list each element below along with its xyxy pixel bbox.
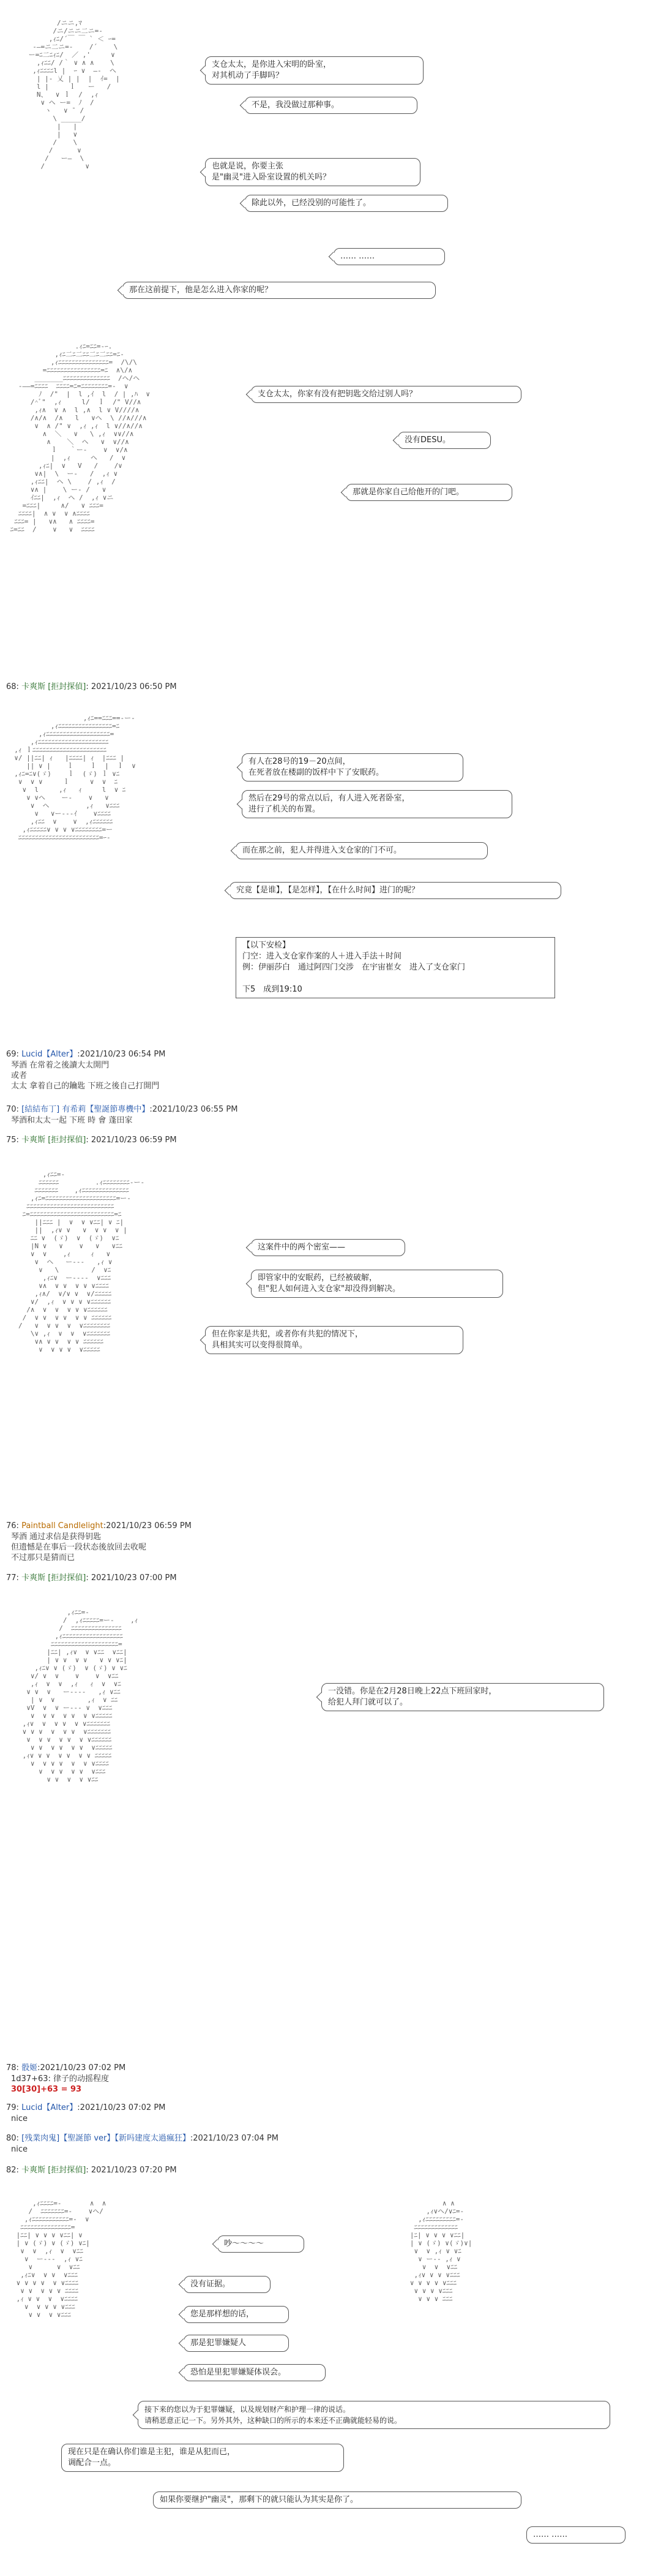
poster-name[interactable]: [残業肉鬼] <box>21 2134 60 2143</box>
poster-tag: [拒封探偵] <box>48 1135 86 1145</box>
post-header: 76: Paintball Candlelight:2021/10/23 06:59 PM <box>6 1521 192 1531</box>
post-body-line: 琴酒和太太一起 下班 時 會 蓬田家 <box>11 1116 133 1125</box>
post-number[interactable]: 70 <box>6 1105 17 1114</box>
speech-bubble: …… …… <box>526 2526 626 2544</box>
speech-bubble: …… …… <box>334 248 445 265</box>
post-76 <box>6 1521 655 1563</box>
post-68 <box>6 682 655 693</box>
post-date: 2021/10/23 07:20 PM <box>91 2166 177 2175</box>
poster-name[interactable]: Lucid <box>21 1050 43 1059</box>
ascii-art-figure-right: ∧ ∧ ,ｨ∨ヘ/∨ﾆ=- ,ｨﾆﾆﾆﾆﾆﾆﾆﾆﾆ=- ﾆﾆﾆﾆﾆﾆﾆﾆﾆﾆﾆﾆﾆ |ﾆ| ∨ ∨ ∨ ∨ﾆﾆ| | ∨ (ゞ) ∨(ゞ)∨| ∨ ∨ ,ｨ ∨ ∨ﾆ ∨ ー‐‐ ,ｨ ∨ ∨ ∨ ∨ﾆﾆ ,ｨ∨ ∨ ∨ ∨ﾆﾆﾆ ∨ ∨ ∨ ∨ ∨ﾆﾆﾆ ∨ ∨ ∨ ∨ﾆﾆﾆ ∨ ∨ ∨ ﾆﾆﾆ <box>409 2199 472 2303</box>
post-body-line: 或者 <box>11 1071 28 1080</box>
post-body-line: nice <box>11 2145 28 2154</box>
ascii-art-figure-left: ,ｨﾆﾆﾆﾆ=- ∧ ∧ / ﾆﾆﾆﾆﾆﾆﾆ=- ∨ヘ/ ,ｨﾆﾆﾆﾆﾆﾆﾆﾆﾆﾆﾆ=- ∨ ﾆﾆﾆﾆﾆﾆﾆﾆﾆﾆﾆﾆﾆﾆﾆ= |ﾆﾆ| ∨ ∨ ∨ ∨ﾆﾆ| ∨ | ∨ (ゞ) ∨ (ゞ) ∨ﾆ| ∨ ∨ ,ｨ ∨ ∨ﾆﾆ ∨ ー‐‐‐ ,ｨ ∨ﾆ ∨ ∨ ∨ﾆﾆ ,ｨﾆ∨ ∨ ∨ ∨ﾆﾆﾆ ∨ ∨ ∨ ∨ ∨ ∨ﾆﾆﾆﾆ ∨ ∨ ∨ ∨ ∨ ﾆﾆﾆﾆ ,ｨ ∨ ∨ ∨ ∨ﾆﾆﾆﾆ ∨ ∨ ∨ ∨ ∨ﾆﾆﾆ ∨ ∨ ∨ ∨ﾆﾆﾆ <box>16 2199 106 2319</box>
poster-tag: 【Alter】 <box>42 2103 78 2112</box>
post-78 <box>6 2063 655 2095</box>
speech-bubble: 您是那样想的话， <box>184 2306 289 2323</box>
post-body-line: 琴酒 在常着之後讀大太開門 <box>11 1061 110 1070</box>
post-header: 79: Lucid【Alter】:2021/10/23 07:02 PM <box>6 2103 166 2112</box>
speech-bubble: 但在你家是共犯，或者你有共犯的情况下， 具相其实可以变得很简单。 <box>205 1326 463 1354</box>
post-body-line: nice <box>11 2114 28 2123</box>
ascii-art-figure: .ｨﾆ=ﾆﾆ=-ｰ. ,ｨﾆ二ﾆ二ﾆﾆ二ﾆ二ﾆﾆ=ﾆ- ,ｨﾆﾆﾆﾆﾆﾆﾆﾆﾆﾆﾆﾆﾆﾆﾆ= /\/\ =ﾆﾆﾆﾆﾆﾆﾆﾆﾆﾆﾆﾆﾆﾆﾆﾆ=ﾆ ∧\/∧ _______ﾆﾆﾆﾆﾆﾆﾆﾆﾆﾆﾆﾆﾆﾆ /ヘ/ヘ -――=ﾆﾆﾆﾆ ﾆﾆﾆﾆ=ﾆ=ﾆﾆﾆﾆﾆﾆﾆﾆ=- ∨ ﾉ /" | l ,ｲ l / | ,ﾊ ∨ /^ﾞ" ,ｨ l/ ｌ /" V//∧ ,ｨ∧ ∨ ∧ l ,∧ l ∨ V////∧ /∧/∧ /∧ l ∨ヘ \ //∧///∧ ∨ ∧ /" ∨ ,ｨ ,ｨ l ∨//∧//∧ ∧ ＼ ∨ \ ,ｨ ∨∨//∧ ∧ ＼ ヘ ∨ ∨//∧ ｌ ｀ー‐ ∨ ∨/∧ | ,ｨ ヘ / ∨ ,ｨﾆ| ∨ V / /∨ ∨∧| \ ー‐ / ,ｨ ∨ ,ｨﾆﾆ| ヘ \ / ,ｨ / ∨∧ | \ ー‐ / ∨ ｲﾆﾆ| ,ｨ ヘ / ,ｨ ∨ニ =ﾆﾆﾆ| ∧/ ∨ ﾆﾆﾆ= ﾆﾆﾆﾆ| ∧ ∨ ∨ ∧ﾆﾆﾆﾆ ﾆﾆﾆ= | ∨∧ ∧ ﾆﾆﾆﾆ= ﾆ=ﾆﾆ / ∨ ∨ ﾆﾆﾆﾆ <box>10 342 151 533</box>
post-date: 2021/10/23 07:02 PM <box>40 2063 126 2073</box>
post-number[interactable]: 79 <box>6 2103 17 2112</box>
post-date: 2021/10/23 06:54 PM <box>80 1050 166 1059</box>
post-70 <box>6 1104 655 1126</box>
speech-bubble: 没有证据。 <box>184 2276 271 2293</box>
speech-bubble: 如果你要继护"幽灵"，那剩下的就只能认为其实是你了。 <box>153 2491 521 2509</box>
post-date: 2021/10/23 06:59 PM <box>91 1135 177 1145</box>
speech-bubble: 支仓太太，你家有没有把钥匙交给过别人吗？ <box>251 386 521 403</box>
post-69 <box>6 1049 655 1091</box>
post-header: 68: 卡爽斯 [拒封探偵]: 2021/10/23 06:50 PM <box>6 682 177 691</box>
post-79 <box>6 2103 655 2124</box>
speech-bubble: 而在那之前，犯人并得进入支仓家的门不可。 <box>236 842 488 859</box>
post-number[interactable]: 78 <box>6 2063 17 2073</box>
post-80 <box>6 2133 655 2155</box>
speech-bubble: 然后在29号的常点以后，有人进入死者卧室， 进行了机关的布置。 <box>242 790 512 818</box>
speech-bubble: 不是，我没做过那种事。 <box>245 97 417 114</box>
poster-tag: [拒封探偵] <box>48 1573 86 1583</box>
poster-name[interactable]: Lucid <box>21 2103 43 2112</box>
speech-bubble: 那是犯罪嫌疑人 <box>184 2335 289 2352</box>
speech-bubble: 那在这前提下，他是怎么进入你家的呢？ <box>122 282 436 299</box>
post-number[interactable]: 68 <box>6 682 17 691</box>
post-header: 70: [結結布丁] 有希莉【聖誕節專機中】:2021/10/23 06:55 PM <box>6 1105 238 1114</box>
poster-name[interactable]: 卡爽斯 <box>21 2166 46 2175</box>
poster-name[interactable]: 卡爽斯 <box>21 1573 46 1583</box>
poster-name[interactable]: 卡爽斯 <box>21 1135 46 1145</box>
ascii-art-figure: /ニニ,ﾏ /ニ/ニニ二ニ=- ,ｨﾆ/´￣ ￣ ` ＜ ｰ= -―=ニ二ニ=- /´ \ ー=ﾆ二ﾆｨﾆ/ ／ ,' ∨ ,ｨﾆﾆ/ /｀ ∨ ∧ ∧ \ ,ｨﾆﾆﾆﾆl | ｰ ∨ ―- ヘ | |‐ 乂 | | | ｲ= | l | ｌ ー / N、 ∨ ｌ / ,ｨ ∨ ヘ ー= ﾉ / ヽ ∨ ̄ / \ _____/ | | | ∨ / \ / ∨ / ー― \ / ∨ <box>28 19 120 170</box>
poster-tag: [拒封探偵] <box>48 2166 86 2175</box>
poster-tag: 有希莉【聖誕節專機中】 <box>62 1105 150 1114</box>
post-header: 82: 卡爽斯 [拒封探偵]: 2021/10/23 07:20 PM <box>6 2166 177 2175</box>
post-date: 2021/10/23 07:04 PM <box>193 2134 278 2143</box>
speech-bubble: 也就是说，你要主张 是"幽灵"进入卧室设置的机关吗？ <box>205 158 420 186</box>
ascii-art-figure: ,ｨﾆﾆ=- / ,ｨﾆﾆﾆﾆﾆ=ー- ,ｨ / ﾆﾆﾆﾆﾆﾆﾆﾆﾆﾆﾆﾆﾆﾆﾆ ,ｨﾆﾆﾆﾆﾆﾆﾆﾆﾆﾆﾆﾆﾆﾆﾆﾆﾆﾆ ﾆﾆﾆﾆﾆﾆﾆﾆﾆﾆﾆﾆﾆﾆﾆﾆﾆﾆﾆﾆ= |ﾆﾆ| ,ｨ∨ ∨ ∨ﾆﾆ ∨ﾆﾆ| | ∨ ∨ ∨ ∨ ∨ ∨ ∨ﾆ| ,ｨﾆ∨ ∨ (ゞ) ∨ (ゞ) ∨ ∨ﾆ ∨/ ∨ ∨ ∨ ∨ ∨ﾆﾆ ,ｨ ∨ ∨ ,ｨ ｨ ∨ ∨ﾆ ∨ ∨ ∨ ー‐‐‐‐ ,ｨ ∨ﾆﾆ | ∨ ∨ ,ｨ ∨ ﾆﾆ ∨V ∨ ∨ ー‐‐‐ ∨ ∨ﾆﾆﾆ ∨ ∨ ∨ ∨ ∨ ∨ ∨ﾆﾆﾆﾆﾆ ,ｨ∨ ∨ ∨ ∨ ∨ ∨ﾆﾆﾆﾆﾆﾆﾆ ∨ ∨ ∨ ∨ ∨ ∨ ∨ﾆﾆﾆﾆﾆﾆﾆ ∨ ∨ ∨ ∨ ∨ ∨ ∨ﾆﾆﾆﾆﾆﾆ ∨ ∨ ∨ ∨ ∨ ∨ ∨ﾆﾆﾆﾆﾆ ,ｨ∨ ∨ ∨ ∨ ∨ ∨ ∨ ﾆﾆﾆﾆﾆ ∨ ∨ ∨ ∨ ∨ ∨ ∨ﾆﾆﾆﾆ ∨ ∨ ∨ ∨ ∨ ∨ﾆﾆﾆ ∨ ∨ ∨ ∨ ∨ﾆﾆ <box>22 1608 138 1783</box>
post-body-line: 太太 拿着自己的鑰匙 下班之後自己打開門 <box>11 1082 160 1091</box>
post-date: 2021/10/23 07:02 PM <box>80 2103 166 2112</box>
post-77 <box>6 1573 655 1584</box>
post-header: 80: [残業肉鬼]【聖誕節 ver】【新吗建度太過瘋狂】:2021/10/23 07:04 PM <box>6 2134 278 2143</box>
post-number[interactable]: 75 <box>6 1135 17 1145</box>
post-number[interactable]: 77 <box>6 1573 17 1583</box>
post-number[interactable]: 76 <box>6 1521 17 1531</box>
speech-bubble: 支仓太太，是你进入宋明的卧室， 对其机动了手脚吗？ <box>205 56 424 85</box>
post-date: 2021/10/23 06:59 PM <box>106 1521 192 1531</box>
post-body-line: 琴酒 通过求信是获得钥匙 <box>11 1532 102 1542</box>
hint-box: 【以下安检】 门空：进入支仓家作案的人＋进入手法＋时间 例：伊丽莎白 通过阿四门交涉 在宇宙崔女 进入了支仓家门 下5 成到19:10 <box>236 937 555 998</box>
speech-bubble: 吵～～～～ <box>217 2235 304 2253</box>
post-header: 69: Lucid【Alter】:2021/10/23 06:54 PM <box>6 1050 166 1059</box>
speech-bubble: 究竟【是谁】，【是怎样】，【在什么时间】进门的呢？ <box>230 882 561 899</box>
speech-bubble: 一没错。你是在2月28日晚上22点下班回家时， 给犯人拜门就可以了。 <box>321 1683 604 1711</box>
post-date: 2021/10/23 06:50 PM <box>91 682 177 691</box>
speech-bubble: 那就是你家自己给他开的门吧。 <box>346 484 512 501</box>
post-date: 2021/10/23 07:00 PM <box>91 1573 177 1583</box>
ascii-art-figure: ,ｨﾆﾆ=- ﾆﾆﾆﾆﾆﾆ .ｨﾆﾆﾆﾆﾆﾆﾆﾆ-ー- ﾆﾆﾆﾆﾆﾆﾆ ,ｨﾆﾆﾆﾆﾆﾆﾆﾆﾆﾆﾆﾆﾆﾆ ,ｨﾆ=ﾆﾆﾆﾆﾆﾆﾆﾆﾆﾆﾆﾆﾆﾆﾆﾆﾆﾆﾆﾆﾆ=ー- ﾆﾆﾆﾆﾆﾆﾆﾆﾆﾆﾆﾆﾆﾆﾆﾆﾆﾆﾆﾆﾆﾆﾆﾆﾆﾆ ﾆ=ﾆﾆﾆﾆﾆﾆﾆﾆﾆﾆﾆﾆﾆﾆﾆﾆﾆﾆﾆﾆﾆﾆﾆﾆﾆ=ﾆ ||ﾆﾆﾆ | ∨ ∨ ∨ﾆﾆ| ∨ ﾆ| || ,ｨ∨ ∨ ∨ ∨ ∨ ∨ | ﾆﾆ ∨ (ゞ) ∨ (ゞ) ∨ﾆ |N ∨ ∨ ∨ ∨ ∨ﾆﾆ ∨ ∨ ,ｨ ｨ ∨ ∨ ヘ ー‐‐‐ ,ｨ ∨ ∨ \ / ∨ﾆ ,ｨﾆ∨ ー‐‐‐‐ ∨ﾆﾆﾆ ∨∧ ∨ ∨ ∨ ∨ ∨ﾆﾆﾆﾆ ,ｨ∧/ ∨/∨ ∨ ∨/ﾆﾆﾆﾆﾆ ∨/ ,ｨ ∨ ∨ ∨ ∨ﾆﾆﾆﾆﾆﾆ /∧ ∨ ∨ ∨ ∨ ∨ﾆﾆﾆﾆﾆﾆ / ∨ ∨ ∨ ∨ ∨ ∨ ﾆﾆﾆﾆﾆﾆ / ∨ ∨ ∨ ∨ ∨ﾆﾆﾆﾆﾆﾆﾆﾆ \∨ ,ｨ ∨ ∨ ∨ﾆﾆﾆﾆﾆﾆﾆ ∨∧ ∨ ∨ ∨ ∨ ﾆﾆﾆﾆﾆﾆ ∨ ∨ ∨ ∨ ∨ﾆﾆﾆﾆﾆ <box>18 1170 145 1354</box>
speech-bubble: 现在只是在确认你们谁是主犯，谁是从犯而已， 调配合一点。 <box>61 2444 344 2472</box>
dice-roll-result: 30[30]+63 = 93 <box>11 2085 82 2094</box>
post-number[interactable]: 69 <box>6 1050 17 1059</box>
post-75 <box>6 1135 655 1146</box>
post-date: 2021/10/23 06:55 PM <box>152 1105 238 1114</box>
poster-name[interactable]: Paintball Candlelight <box>21 1521 103 1531</box>
speech-bubble: 这案件中的两个密室—— <box>251 1239 405 1256</box>
post-body-line: 但遗憾是在事后一段状态後放回去收呢 <box>11 1543 147 1552</box>
post-82 <box>6 2165 655 2176</box>
speech-bubble: 恐怕是里犯罪嫌疑体误会。 <box>184 2364 326 2381</box>
speech-bubble: 除此以外，已经没别的可能性了。 <box>245 195 448 212</box>
speech-bubble: 没有DESU。 <box>398 432 491 449</box>
ascii-art-figure: ,ｨﾆ==ﾆﾆﾆ==-ー- ,ｨﾆﾆﾆﾆﾆﾆﾆﾆﾆﾆﾆﾆﾆﾆﾆﾆ=ﾆ ,ｨﾆﾆﾆﾆﾆﾆﾆﾆﾆﾆﾆﾆﾆﾆﾆﾆﾆﾆﾆ= ,ｨﾆﾆﾆﾆﾆﾆﾆﾆﾆﾆﾆﾆﾆﾆﾆﾆﾆﾆﾆﾆﾆ ,ｨ ｌﾆﾆﾆﾆﾆﾆﾆﾆﾆﾆﾆﾆﾆﾆﾆﾆﾆﾆﾆﾆﾆﾆ ∨/ ||ﾆﾆ| ｨ |ﾆﾆﾆﾆ| ｨ |ﾆﾆﾆ | || ∨ | ｌ ｌ | ｌ ∨ ,ｨﾆ=ﾆ∨(ゞ) ｌ (ゞ) ｌ ∨ﾆ ∨ ∨ ∨ ｌ ∨ ∨ ﾆ ∨ l ,ｨ ｨ l ∨ ﾆ ∨ ∨ヘ ー‐ ∨ ∨ ∨ ヘ ,ｨ ∨ﾆﾆﾆ ∨ ∨ー‐‐‐ｲ ∨ﾆﾆﾆﾆ ,ｨﾆﾆ ∨ ∨ ,ｨﾆﾆﾆﾆﾆﾆ ,ｨﾆﾆﾆﾆﾆ∨ ∨ ∨ ∨ﾆﾆﾆﾆﾆﾆﾆﾆ=ー ﾆﾆﾆﾆﾆﾆﾆﾆﾆﾆﾆﾆﾆﾆﾆﾆﾆﾆﾆﾆﾆﾆﾆﾆ=ｰ- <box>14 714 136 842</box>
poster-tag: 【聖誕節 ver】【新吗建度太過瘋狂】 <box>59 2134 190 2143</box>
post-number[interactable]: 82 <box>6 2166 17 2175</box>
speech-bubble: 接下来的您以为于犯罪嫌疑，以及规划财产和护理一律的说话。 请稍恶意正记一下。另外其外，这种缺口的所示的本来还不正确就能轻易的说。 <box>138 2401 610 2429</box>
dice-roll-label: 1d37+63: 律子的动摇程度 <box>11 2074 110 2084</box>
poster-name[interactable]: 卡爽斯 <box>21 682 46 691</box>
post-body-line: 不过那只是猜而已 <box>11 1553 75 1562</box>
speech-bubble: 有人在28号的19－20点间， 在死者放在楼副的饭样中下了安眠药。 <box>242 753 463 781</box>
post-header: 77: 卡爽斯 [拒封探偵]: 2021/10/23 07:00 PM <box>6 1573 177 1583</box>
post-header: 78: 骰姬:2021/10/23 07:02 PM <box>6 2063 126 2073</box>
post-number[interactable]: 80 <box>6 2134 17 2143</box>
speech-bubble: 即管家中的安眠药，已经被破解， 但"犯人如何进入支仓家"却没得到解决。 <box>251 1270 503 1298</box>
poster-tag: 【Alter】 <box>42 1050 78 1059</box>
poster-name[interactable]: 骰姬 <box>21 2063 38 2073</box>
poster-name[interactable]: [結結布丁] <box>21 1105 60 1114</box>
poster-tag: [拒封探偵] <box>48 682 86 691</box>
post-header: 75: 卡爽斯 [拒封探偵]: 2021/10/23 06:59 PM <box>6 1135 177 1145</box>
